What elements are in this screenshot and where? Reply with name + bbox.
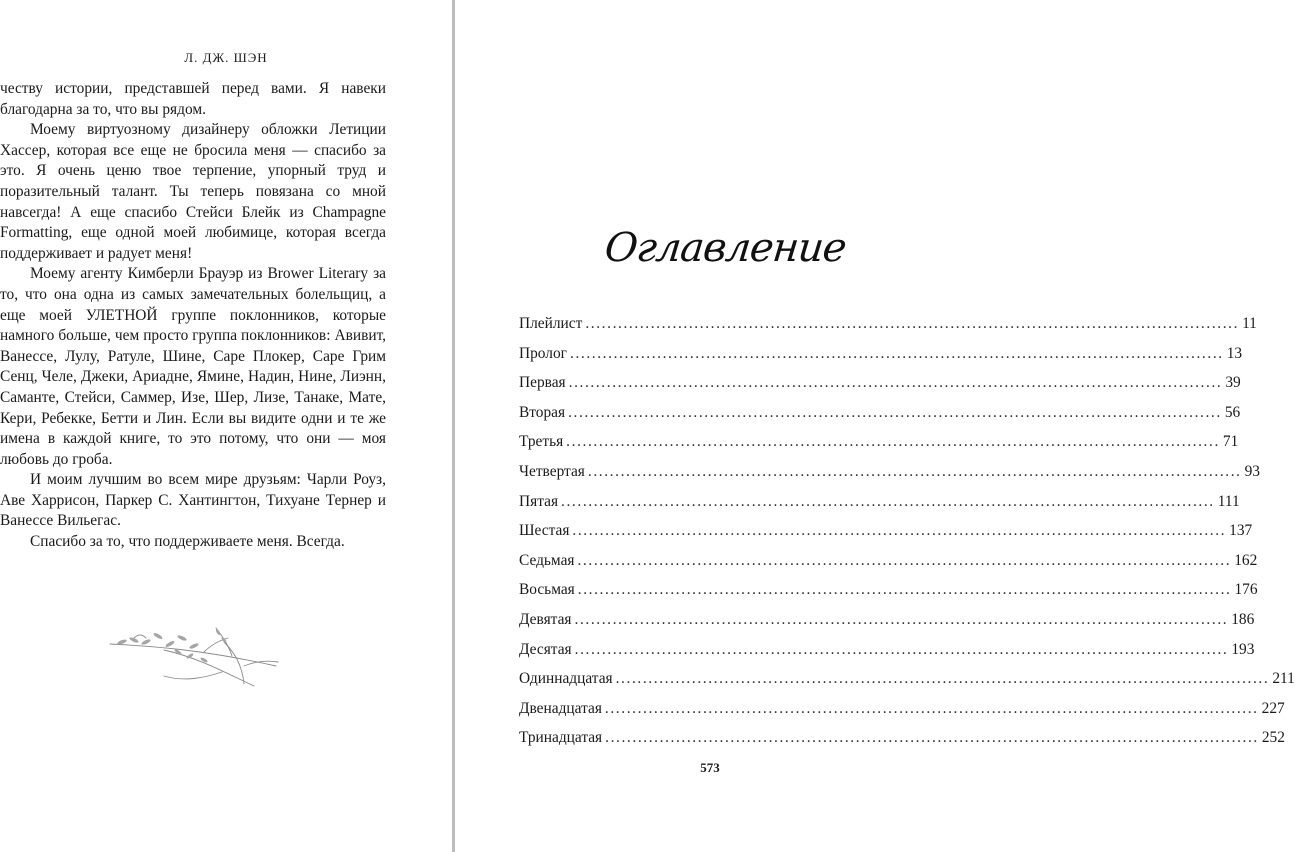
toc-leader-dots: ........................................................................................................................ [568,374,1223,392]
acknowledgements-text [0,79,386,553]
toc-entry[interactable] [519,315,1257,345]
paragraph: Спасибо за то, что поддерживаете меня. Всегда. [30,533,345,551]
toc-entry[interactable] [519,403,1241,434]
toc-entry-label: Шестая [519,522,570,540]
toc-leader-dots: ........................................................................................................................ [577,551,1232,569]
paragraph: Моему виртуозному дизайнеру обложки Летиции Хассер, которая все еще не бросила меня — спасибо за это. Я очень ценю твое терпение, упорный труд и поразительный талант. Ты теперь повязана со мной навсегда! А еще спасибо Стейси Блейк из Champagne Formatting, еще одной моей любимице, которая всегда поддерживает и радует меня! [0,121,386,262]
toc-entry-label: Первая [519,374,566,392]
toc-entry-label: Пролог [519,344,567,362]
toc-entry-label: Плейлист [519,315,583,332]
toc-entry[interactable] [519,640,1255,671]
toc-leader-dots: ........................................................................................................................ [605,729,1259,747]
toc-entry-page: 227 [1261,699,1285,717]
toc-entry[interactable] [519,551,1258,582]
toc-entry[interactable] [519,729,1285,759]
toc-entry-page: 176 [1234,581,1258,599]
toc-entry-page: 186 [1231,610,1255,628]
toc-entry-label: Третья [519,433,564,451]
toc-entry-label: Восьмая [519,581,575,599]
toc-leader-dots: ........................................................................................................................ [566,433,1220,451]
toc-leader-dots: ........................................................................................................................ [604,699,1259,717]
running-head: Л. ДЖ. ШЭН [184,50,268,65]
right-page [455,0,1295,852]
toc-entry-page: 162 [1234,551,1258,569]
toc-entry[interactable] [519,433,1239,463]
toc-entry[interactable] [519,699,1285,730]
toc-title: Оглавление [602,225,848,271]
toc-entry-page: 39 [1225,374,1241,392]
toc-leader-dots: ........................................................................................................................ [587,462,1242,480]
toc-entry-page: 71 [1222,433,1239,451]
toc-entry[interactable] [519,374,1241,404]
toc-entry-page: 13 [1226,344,1243,362]
toc-entry[interactable] [519,670,1295,700]
toc-entry[interactable] [519,492,1240,523]
paragraph: честву истории, представшей перед вами. Я навеки благодарна за то, что вы рядом. [0,80,386,118]
toc-entry-page: 252 [1261,729,1285,747]
toc-entry-page: 93 [1244,462,1260,480]
paragraph: И моим лучшим во всем мире друзьям: Чарли Роуз, Аве Харрисон, Паркер С. Хантингтон, Тихуане Тернер и Ванессе Вильегас. [0,471,386,530]
toc-leader-dots: ........................................................................................................................ [561,492,1215,510]
table-of-contents [519,315,1295,759]
paragraph: Моему агенту Кимберли Брауэр из Brower Literary за то, что она одна из самых замечательных болельщиц, а еще моей УЛЕТНОЙ группе поклонников, которые намного больше, чем просто группа поклонников: Авивит, Ванессе, Лулу, Ратуле, Шине, Саре Плокер, Саре Грим Сенц, Челе, Джеки, Ариадне, Ямине, Надин, Нине, Лиэнн, Саманте, Стейси, Саммер, Изе, Шер, Лизе, Танаке, Мате, Кери, Ребекке, Бетти и Лин. Если вы видите одни и те же имена в каждой книге, то это потому, что они — моя любовь до гроба. [0,265,386,468]
toc-leader-dots: ........................................................................................................................ [585,315,1240,332]
toc-entry-page: 137 [1229,522,1253,540]
toc-entry-label: Девятая [519,610,572,628]
toc-entry-label: Пятая [519,492,559,510]
toc-leader-dots: ........................................................................................................................ [572,522,1227,540]
toc-entry-label: Седьмая [519,551,575,569]
toc-entry-page: 56 [1224,403,1241,421]
toc-entry-page: 193 [1231,640,1255,658]
toc-entry-page: 111 [1217,492,1240,510]
toc-leader-dots: ........................................................................................................................ [568,403,1222,421]
toc-entry-label: Десятая [519,640,572,658]
toc-leader-dots: ........................................................................................................................ [577,581,1232,599]
toc-entry-label: Четвертая [519,462,585,480]
toc-entry[interactable] [519,610,1255,641]
page-number: 573 [700,760,720,775]
toc-entry-page: 11 [1242,315,1257,332]
toc-entry-page: 211 [1272,670,1295,688]
lavender-sprig-ornament [104,622,284,692]
toc-entry[interactable] [519,522,1253,552]
toc-entry[interactable] [519,462,1260,493]
toc-leader-dots: ........................................................................................................................ [615,670,1270,688]
toc-entry-label: Двенадцатая [519,699,602,717]
toc-leader-dots: ........................................................................................................................ [570,344,1224,362]
toc-entry-label: Тринадцатая [519,729,603,747]
toc-leader-dots: ........................................................................................................................ [574,640,1229,658]
toc-entry[interactable] [519,344,1243,375]
toc-entry-label: Одиннадцатая [519,670,613,688]
toc-entry[interactable] [519,581,1258,611]
toc-entry-label: Вторая [519,403,566,421]
toc-leader-dots: ........................................................................................................................ [574,610,1229,628]
left-page [0,0,452,852]
